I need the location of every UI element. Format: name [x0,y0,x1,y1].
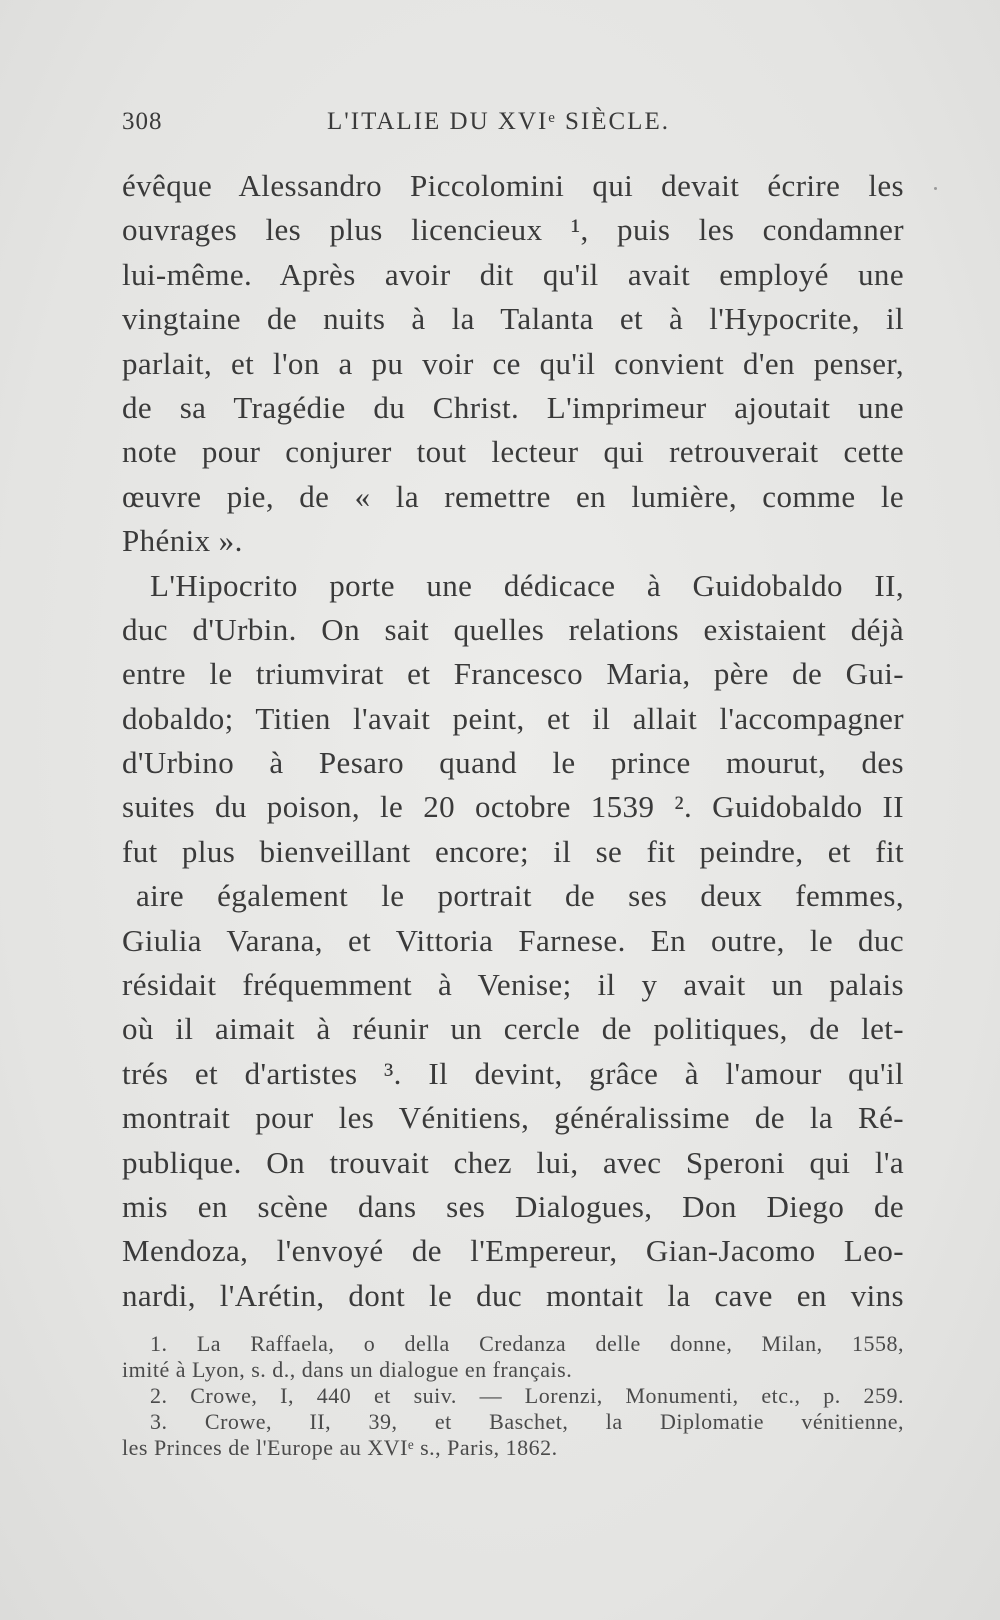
text-line: aire également le portrait de ses deux femmes, [136,878,904,914]
text-line: lui-même. Après avoir dit qu'il avait employé une [122,256,904,292]
text-line: trés et d'artistes ³. Il devint, grâce à l'amour qu'il [122,1055,904,1091]
footnote-line: 1. La Raffaela, o della Credanza delle donne, Milan, 1558, [150,1331,904,1356]
text-line: Mendoza, l'envoyé de l'Empereur, Gian-Jacomo Leo- [122,1233,904,1269]
text-line: résidait fréquemment à Venise; il y avait un palais [122,967,904,1003]
text-line: vingtaine de nuits à la Talanta et à l'Hypocrite, il [122,301,904,337]
text-line: Phénix ». [122,523,243,559]
text-line: évêque Alessandro Piccolomini qui devait écrire les [122,168,904,203]
text-line: Giulia Varana, et Vittoria Farnese. En outre, le duc [122,922,904,958]
page-number: 308 [122,108,163,135]
text-line: nardi, l'Arétin, dont le duc montait la cave en vins [122,1277,904,1313]
text-line: dobaldo; Titien l'avait peint, et il allait l'accompagner [122,700,904,736]
running-title: L'ITALIE DU XVIᵉ SIÈCLE. [327,108,670,135]
text-line: parlait, et l'on a pu voir ce qu'il convient d'en penser, [122,345,904,381]
text-line: note pour conjurer tout lecteur qui retrouverait cette [122,434,904,470]
footnote-line: 3. Crowe, II, 39, et Baschet, la Diplomatie vénitienne, [150,1409,904,1434]
text-line: L'Hipocrito porte une dédicace à Guidobaldo II, [150,567,904,603]
text-line: mis en scène dans ses Dialogues, Don Diego de [122,1188,904,1224]
text-line: d'Urbino à Pesaro quand le prince mourut, des [122,745,904,781]
text-line: suites du poison, le 20 octobre 1539 ². Guidobaldo II [122,789,904,825]
text-line: fut plus bienveillant encore; il se fit peindre, et fit [122,833,904,869]
text-line: duc d'Urbin. On sait quelles relations existaient déjà [122,611,904,647]
text-line: ouvrages les plus licencieux ¹, puis les condamner [122,212,904,248]
footnotes [122,1331,904,1461]
text-line: où il aimait à réunir un cercle de politiques, de let- [122,1011,904,1047]
text-line: œuvre pie, de « la remettre en lumière, comme le [122,478,904,514]
text-line: publique. On trouvait chez lui, avec Speroni qui l'a [122,1144,904,1180]
page-header [122,108,902,148]
footnote-line: 2. Crowe, I, 440 et suiv. — Lorenzi, Monumenti, etc., p. 259. [150,1383,904,1408]
text-line: montrait pour les Vénitiens, généralissime de la Ré- [122,1100,904,1136]
body-text [122,164,904,1318]
paper-speck [934,187,937,190]
footnote-line: les Princes de l'Europe au XVIᵉ s., Paris, 1862. [122,1435,558,1460]
text-line: entre le triumvirat et Francesco Maria, père de Gui- [122,656,904,692]
footnote-line: imité à Lyon, s. d., dans un dialogue en français. [122,1357,573,1382]
text-line: de sa Tragédie du Christ. L'imprimeur ajoutait une [122,389,904,425]
